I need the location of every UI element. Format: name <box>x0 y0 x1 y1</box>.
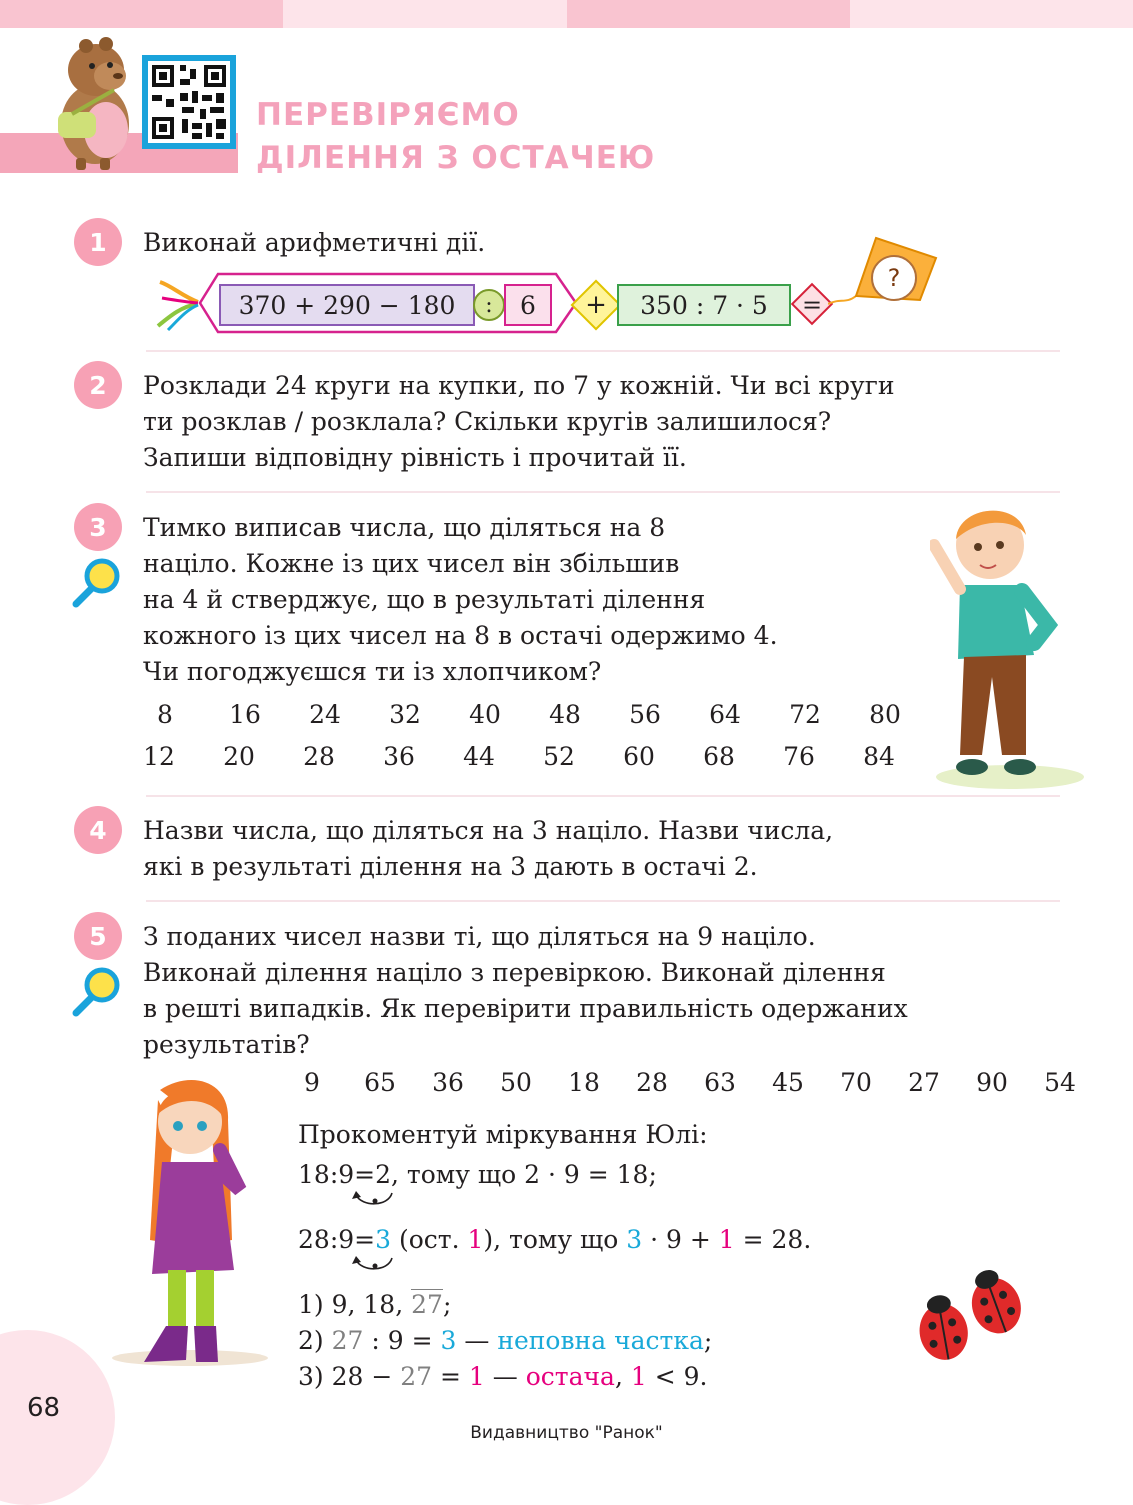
boy-illustration-icon <box>930 495 1090 795</box>
kite-question-mark: ? <box>887 264 901 292</box>
top-band-4 <box>850 0 1133 28</box>
ex1-dividend: 18 <box>298 1160 330 1189</box>
list-item: 84 <box>863 742 895 771</box>
list-item: 9 <box>304 1068 320 1097</box>
list-item: 44 <box>463 742 495 771</box>
list-item: 20 <box>223 742 255 771</box>
list-item: 36 <box>432 1068 464 1097</box>
step3-dash: — <box>484 1362 526 1391</box>
step3-equals: = <box>432 1362 469 1391</box>
ex2-dividend: 28 <box>298 1225 330 1254</box>
task2-line-2: ти розклав / розклала? Скільки кругів залишилося? <box>143 407 832 436</box>
ladybugs-icon <box>905 1262 1030 1372</box>
list-item: 8 <box>157 700 173 729</box>
list-item: 36 <box>383 742 415 771</box>
ex1-divisor: 9 <box>338 1160 355 1189</box>
list-item: 52 <box>543 742 575 771</box>
task4-line-1: Назви числа, що діляться на 3 націло. Назви числа, <box>143 816 834 845</box>
list-item: 28 <box>303 742 335 771</box>
example-2 <box>298 1222 811 1258</box>
task3-line-5: Чи погоджуєшся ти із хлопчиком? <box>143 657 602 686</box>
task3-line-4: кожного із цих чисел на 8 в остачі одержимо 4. <box>143 621 778 650</box>
chain-plus-sign: + <box>585 290 607 320</box>
ex1-arrow-icon <box>348 1189 400 1211</box>
chain-box-2: 6 <box>504 284 552 326</box>
ex1-quotient: 2 <box>375 1160 392 1189</box>
chain-box-1: 370 + 290 − 180 <box>219 284 475 326</box>
ribbon-tail-icon <box>152 276 200 332</box>
top-band-3 <box>567 0 850 28</box>
capybara-mascot-icon <box>52 32 138 172</box>
step3-end: < 9. <box>646 1362 708 1391</box>
task3-line-1: Тимко виписав числа, що діляться на 8 <box>143 513 666 542</box>
comment-title: Прокоментуй міркування Юлі: <box>298 1120 708 1149</box>
list-item: 18 <box>568 1068 600 1097</box>
qr-code-frame[interactable] <box>142 55 236 149</box>
ex1-colon: : <box>329 1160 339 1189</box>
list-item: 16 <box>229 700 261 729</box>
step2-term: неповна частка <box>497 1326 704 1355</box>
step2-text: : 9 = <box>363 1326 441 1355</box>
task5-line-2: Виконай ділення націло з перевіркою. Виконай ділення <box>143 958 886 987</box>
step3-subtrahend: 27 <box>400 1362 433 1391</box>
task2-line-3: Запиши відповідну рівність і прочитай її. <box>143 443 687 472</box>
task4-line-2: які в результаті ділення на 3 дають в остачі 2. <box>143 852 758 881</box>
step-3 <box>298 1359 707 1395</box>
list-item: 90 <box>976 1068 1008 1097</box>
qr-code-icon <box>142 55 236 149</box>
ex2-quotient-check: 3 <box>626 1225 643 1254</box>
task2-line-1: Розклади 24 круги на купки, по 7 у кожній. Чи всі круги <box>143 371 895 400</box>
ex2-remainder-check: 1 <box>718 1225 735 1254</box>
list-item: 70 <box>840 1068 872 1097</box>
list-item: 76 <box>783 742 815 771</box>
list-item: 63 <box>704 1068 736 1097</box>
list-item: 50 <box>500 1068 532 1097</box>
girl-illustration-icon <box>100 1070 270 1370</box>
list-item: 54 <box>1044 1068 1076 1097</box>
step1-label: 1) 9, 18, <box>298 1290 412 1319</box>
step-1 <box>298 1287 451 1323</box>
list-item: 72 <box>789 700 821 729</box>
list-item: 45 <box>772 1068 804 1097</box>
task-number-1: 1 <box>74 218 122 266</box>
ex2-text: = 28. <box>734 1225 812 1254</box>
ex2-arrow-icon <box>348 1254 400 1276</box>
separator-3 <box>146 795 1060 797</box>
step1-end: ; <box>442 1290 452 1319</box>
ex2-text: (ост. <box>391 1225 468 1254</box>
list-item: 32 <box>389 700 421 729</box>
separator-4 <box>146 900 1060 902</box>
task3-number-row-1 <box>135 700 915 729</box>
publisher-label: Видавництво "Ранок" <box>470 1423 663 1443</box>
ex1-equals: = <box>354 1160 376 1189</box>
ex1-rest: , тому що 2 · 9 = 18; <box>391 1160 657 1189</box>
task1-text: Виконай арифметичні дії. <box>143 228 486 257</box>
list-item: 12 <box>143 742 175 771</box>
ex2-quotient: 3 <box>375 1225 392 1254</box>
step2-quotient: 3 <box>440 1326 457 1355</box>
separator-1 <box>146 350 1060 352</box>
magnifier-icon <box>68 965 124 1021</box>
step1-value: 27 <box>411 1290 443 1319</box>
chain-box-3: 350 : 7 · 5 <box>617 284 791 326</box>
step2-dash: — <box>456 1326 498 1355</box>
separator-2 <box>146 491 1060 493</box>
list-item: 80 <box>869 700 901 729</box>
ex2-text: ), тому що <box>483 1225 627 1254</box>
task5-line-4: результатів? <box>143 1030 310 1059</box>
step-2 <box>298 1323 712 1359</box>
example-1 <box>298 1157 657 1193</box>
task-number-4: 4 <box>74 806 122 854</box>
task3-number-row-2 <box>129 742 909 771</box>
ex2-colon: : <box>329 1225 339 1254</box>
list-item: 24 <box>309 700 341 729</box>
step3-comma: , <box>614 1362 631 1391</box>
ex2-equals: = <box>354 1225 376 1254</box>
page-title-line-2: ДІЛЕННЯ З ОСТАЧЕЮ <box>256 140 656 176</box>
list-item: 68 <box>703 742 735 771</box>
step2-label: 2) <box>298 1326 332 1355</box>
ex2-divisor: 9 <box>338 1225 355 1254</box>
ex2-text: · 9 + <box>642 1225 719 1254</box>
task3-line-2: націло. Кожне із цих чисел він збільшив <box>143 549 680 578</box>
task3-line-3: на 4 й стверджує, що в результаті ділення <box>143 585 706 614</box>
list-item: 56 <box>629 700 661 729</box>
task-number-2: 2 <box>74 361 122 409</box>
step3-label: 3) 28 − <box>298 1362 401 1391</box>
step2-dividend: 27 <box>331 1326 364 1355</box>
step3-remainder: 1 <box>468 1362 485 1391</box>
step2-end: ; <box>703 1326 713 1355</box>
list-item: 60 <box>623 742 655 771</box>
ex2-remainder: 1 <box>467 1225 484 1254</box>
magnifier-icon <box>68 556 124 612</box>
task5-line-1: З поданих чисел назви ті, що діляться на 9 націло. <box>143 922 816 951</box>
list-item: 40 <box>469 700 501 729</box>
chain-equals-sign: = <box>801 291 823 319</box>
list-item: 27 <box>908 1068 940 1097</box>
page-number: 68 <box>27 1393 61 1423</box>
step3-remainder-2: 1 <box>630 1362 647 1391</box>
list-item: 65 <box>364 1068 396 1097</box>
page-title-line-1: ПЕРЕВІРЯЄМО <box>256 97 520 133</box>
task-number-5: 5 <box>74 912 122 960</box>
top-band-2 <box>283 0 567 28</box>
step3-term: остача <box>525 1362 615 1391</box>
task5-line-3: в решті випадків. Як перевірити правильність одержаних <box>143 994 908 1023</box>
chain-divide-sign: : <box>473 289 505 321</box>
list-item: 28 <box>636 1068 668 1097</box>
list-item: 64 <box>709 700 741 729</box>
list-item: 48 <box>549 700 581 729</box>
task5-number-row <box>283 1068 1089 1097</box>
task-number-3: 3 <box>74 503 122 551</box>
top-band-1 <box>0 0 283 28</box>
